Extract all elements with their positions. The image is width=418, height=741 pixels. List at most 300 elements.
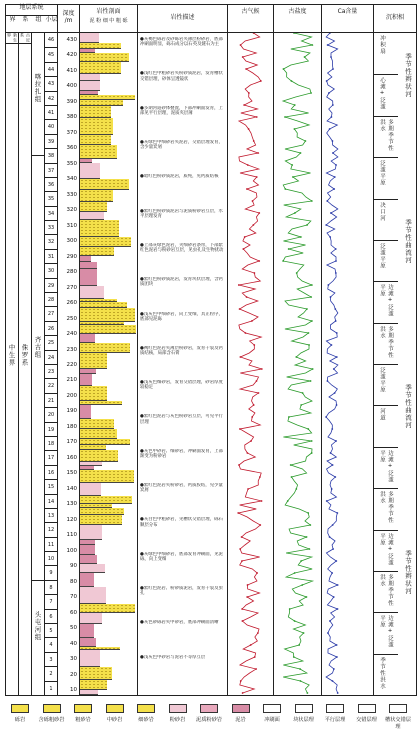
layer-band — [45, 119, 57, 133]
depth-tick-label: 130 — [66, 501, 77, 508]
sal-point — [294, 212, 296, 214]
legend-item — [383, 704, 413, 730]
depth-tick-label: 430 — [66, 37, 77, 43]
interpretation-label: 边滩+泛滥平原 — [379, 615, 393, 649]
layer-band — [45, 652, 57, 666]
litho-mudstone-layer — [80, 545, 95, 555]
legend-item — [163, 704, 193, 723]
depth-tick-label: 110 — [66, 532, 77, 539]
sal-point — [298, 644, 300, 646]
interpretation-label: 边滩+泛滥平原 — [379, 284, 393, 318]
layer-band — [45, 565, 57, 579]
layer-band — [45, 508, 57, 522]
depth-tick-label: 160 — [66, 454, 77, 461]
litho-sandstone-layer — [80, 508, 124, 515]
temp-point — [257, 152, 259, 154]
header-era: 界 — [9, 16, 16, 23]
layer-number: 42 — [47, 95, 55, 102]
layer-number: 36 — [47, 181, 55, 188]
depth-tick-label: 320 — [66, 207, 77, 214]
legend-item — [131, 704, 161, 723]
header-depth — [58, 5, 80, 33]
temp-point — [256, 572, 258, 574]
layer-number: 2 — [49, 671, 53, 678]
litho-siltstone-layer — [80, 587, 106, 604]
litho-siltstone-layer — [80, 81, 100, 92]
sal-point — [306, 596, 308, 598]
sal-point — [295, 356, 297, 358]
legend-label: 块状层理 — [293, 717, 314, 723]
temp-point — [252, 224, 254, 226]
ca-point — [327, 44, 329, 46]
sal-point — [293, 33, 295, 34]
ca-point — [331, 428, 333, 430]
ca-point — [326, 380, 328, 382]
legend-item — [68, 704, 98, 723]
layer-number: 3 — [49, 656, 53, 663]
layer-number: 15 — [47, 484, 55, 491]
temp-point — [261, 368, 263, 370]
temp-point — [256, 380, 258, 382]
layer-number: 40 — [47, 124, 55, 131]
layer-column — [45, 33, 58, 695]
temp-point — [242, 692, 244, 694]
temp-point — [250, 440, 252, 442]
era-main-label: 中生界 — [7, 344, 16, 367]
depth-tick-label: 350 — [66, 160, 77, 167]
temp-point — [251, 320, 253, 322]
ca-point — [329, 620, 331, 622]
interpretation-label: 决口河 — [379, 201, 385, 221]
formation-top-band — [32, 33, 44, 155]
temp-point — [246, 596, 248, 598]
layer-band — [45, 134, 57, 148]
legend-label: 冲刷面 — [264, 717, 280, 723]
depth-tick-label: 170 — [66, 439, 77, 446]
header-rock-desc: 岩性描述 — [138, 5, 228, 33]
ca-point — [331, 488, 333, 490]
legend-label: 泥岩 — [235, 717, 246, 723]
depth-tick-label: 30 — [70, 656, 77, 663]
litho-mudstone-layer — [80, 405, 91, 420]
header-strat-system — [6, 5, 58, 33]
legend-item — [320, 704, 350, 723]
legend-label: 槽状交错层理 — [385, 717, 411, 730]
temp-point — [242, 56, 244, 58]
depth-tick-label: 150 — [66, 470, 77, 477]
litho-sandstone-layer — [80, 202, 107, 211]
rock-description-block: ●灰绿色中细砂岩，底部发育冲刷面，见泥砾，向上变细 — [140, 551, 223, 562]
layer-band — [45, 450, 57, 464]
sal-point — [291, 80, 293, 82]
depth-tick-label: 360 — [66, 145, 77, 152]
depth-tick-label: 400 — [66, 83, 77, 90]
sal-point — [290, 464, 292, 466]
ca-point — [331, 572, 333, 574]
rock-description-block: ●褐红色泥岩夹薄层粉砂岩，发育干裂及钙质结核，局部含石膏 — [140, 345, 223, 357]
header-layer: 小层 — [45, 16, 58, 23]
layer-number: 1 — [49, 685, 53, 692]
ca-point — [332, 104, 334, 106]
sal-point — [300, 680, 302, 682]
litho-mudstone-layer — [80, 374, 92, 386]
layer-number: 19 — [47, 426, 55, 433]
temp-point — [244, 236, 246, 238]
legend-item — [226, 704, 256, 723]
litho-sandstone-layer — [80, 179, 129, 190]
depth-tick-label: 140 — [66, 485, 77, 492]
temp-point — [253, 272, 255, 274]
legend-swatch — [295, 704, 313, 713]
temp-point — [253, 344, 255, 346]
sal-point — [306, 692, 308, 694]
interpretation-band — [374, 116, 398, 157]
ca-point — [332, 548, 334, 550]
sal-point — [294, 128, 296, 130]
system-main-band — [19, 43, 31, 695]
depth-tick-label: 310 — [66, 222, 77, 229]
ca-point — [332, 680, 334, 682]
layer-number: 14 — [47, 498, 55, 505]
layer-band — [45, 191, 57, 205]
sal-point — [311, 200, 313, 202]
interpretation-label: 边滩+泛滥平原 — [379, 449, 393, 483]
temp-point — [260, 80, 262, 82]
layer-number: 17 — [47, 455, 55, 462]
layer-number: 21 — [47, 397, 55, 404]
legend-swatch — [200, 704, 218, 713]
litho-siltstone-layer — [80, 483, 101, 496]
layer-number: 46 — [47, 37, 55, 43]
depth-tick-label: 230 — [66, 346, 77, 353]
rock-description-block: ●浅灰色细砂岩，发育交错层理，砂岩厚度较稳定 — [140, 380, 223, 391]
sal-point — [287, 500, 289, 502]
depth-tick-label: 60 — [70, 609, 77, 616]
layer-number: 30 — [47, 268, 55, 275]
header-paleo-salinity: 古盐度 — [274, 5, 322, 33]
depth-tick-label: 420 — [66, 52, 77, 59]
sal-point — [282, 260, 284, 262]
interpretation-column — [374, 33, 416, 695]
litho-sandstone-layer — [80, 429, 117, 439]
layer-band — [45, 436, 57, 450]
sal-point — [307, 512, 309, 514]
sal-point — [310, 92, 312, 94]
temp-point — [253, 140, 255, 142]
ca-point — [326, 200, 328, 202]
legend-swatch — [232, 704, 250, 713]
sal-point — [300, 152, 302, 154]
system-main-label: 侏罗系 — [20, 344, 29, 367]
temp-point — [238, 464, 240, 466]
formation-mid-label: 齐古组 — [33, 336, 42, 359]
sal-point — [296, 272, 298, 274]
interpretation-band — [374, 612, 398, 653]
layer-number: 33 — [47, 225, 55, 232]
ca-point — [334, 176, 336, 178]
legend — [5, 704, 415, 736]
interpretation-label: 多期季节性洪水 — [379, 491, 393, 524]
temp-point — [250, 644, 252, 646]
litho-sandstone-layer — [80, 604, 135, 613]
layer-number: 25 — [47, 340, 55, 347]
ca-point — [333, 188, 335, 190]
paleo-salinity-curve — [274, 33, 322, 695]
interpretation-band — [374, 654, 398, 695]
sal-point — [304, 56, 306, 58]
layer-band — [45, 609, 57, 623]
legend-swatch — [74, 704, 92, 713]
ca-point — [336, 656, 338, 658]
depth-tick-label: 40 — [70, 640, 77, 647]
sal-point — [307, 428, 309, 430]
rock-description-block: ●紫红色粉砂质泥岩，发育块状层理，含钙质团块 — [140, 277, 223, 288]
depth-tick-label: 370 — [66, 129, 77, 136]
layer-band — [45, 637, 57, 651]
legend-label: 平行层理 — [324, 717, 346, 723]
litho-mudstone-layer — [80, 638, 96, 647]
layer-band — [45, 666, 57, 680]
sal-point — [300, 236, 302, 238]
system-top-label: 古近系 — [20, 33, 31, 43]
layer-number: 32 — [47, 239, 55, 246]
ca-point — [332, 140, 334, 142]
ca-point — [335, 320, 337, 322]
litho-sandstone-layer — [80, 386, 107, 401]
temp-point — [239, 548, 241, 550]
layer-number: 10 — [47, 556, 55, 563]
depth-tick-label: 250 — [66, 315, 77, 322]
interpretation-band — [374, 530, 398, 571]
ca-point — [335, 272, 337, 274]
interpretation-band — [374, 323, 398, 364]
litho-sandstone-layer — [80, 190, 113, 202]
interpretation-band — [374, 33, 398, 74]
sal-point — [299, 668, 301, 670]
ca-point — [332, 68, 334, 70]
litho-sandstone-layer — [80, 419, 114, 429]
litho-sandstone-layer — [80, 308, 135, 321]
system-column — [19, 33, 32, 695]
formation-column — [32, 33, 45, 695]
layer-band — [45, 148, 57, 162]
layer-number: 4 — [49, 642, 53, 649]
era-column — [6, 33, 19, 695]
interpretation-label: 边滩+泛滥平原 — [379, 532, 393, 566]
legend-label: 粉砂岩 — [169, 717, 186, 723]
temp-point — [255, 668, 257, 670]
sal-point — [306, 308, 308, 310]
litho-mudstone-layer — [80, 262, 97, 269]
litho-sandstone-layer — [80, 325, 136, 334]
layer-number: 37 — [47, 167, 55, 174]
sal-point — [308, 332, 310, 334]
temp-point — [259, 476, 261, 478]
layer-number: 11 — [47, 541, 55, 548]
depth-tick-label: 280 — [66, 269, 77, 276]
temp-point — [240, 680, 242, 682]
rock-description-block: ●灰白色中粗砂岩，见槽状交错层理，砾石顺层分布 — [140, 517, 223, 528]
layer-band — [45, 407, 57, 421]
lithology-column — [80, 33, 138, 695]
interpretation-band — [374, 240, 398, 281]
litho-siltstone-layer — [80, 525, 102, 541]
litho-mudstone-layer — [80, 334, 95, 343]
sal-point — [311, 452, 313, 454]
layer-number: 5 — [49, 628, 53, 635]
interpretation-band — [374, 405, 398, 446]
temp-point — [248, 128, 250, 130]
formation-top-label: 喀拉扎组 — [33, 73, 42, 103]
sal-point — [311, 44, 313, 46]
temp-point — [237, 512, 239, 514]
litho-sandstone-layer — [80, 353, 107, 369]
interpretation-label: 多期季节性洪水 — [379, 118, 393, 152]
ca-curve-column — [322, 33, 374, 695]
litho-siltstone-layer — [80, 286, 104, 299]
depth-tick-label: 20 — [70, 671, 77, 678]
legend-swatch — [169, 704, 187, 713]
ca-point — [329, 128, 331, 130]
rock-description-block: ●灰绿色中细砂岩夹泥岩，交错层理发育，含少量炭屑 — [140, 139, 223, 151]
ca-point — [335, 164, 337, 166]
litho-mudstone-layer — [80, 269, 97, 286]
temp-point — [252, 200, 254, 202]
interpretation-band — [374, 447, 398, 488]
temp-point — [241, 536, 243, 538]
ca-point — [336, 332, 338, 334]
legend-swatch — [11, 704, 29, 713]
depth-tick-label: 120 — [66, 516, 77, 523]
ca-point — [326, 80, 328, 82]
litho-sandstone-layer — [80, 145, 117, 159]
ca-point — [330, 56, 332, 58]
layer-band — [45, 263, 57, 277]
litho-sandstone-layer — [80, 667, 112, 679]
interpretation-band — [374, 199, 398, 240]
litho-sandstone-layer — [80, 496, 132, 504]
ca-point — [325, 416, 327, 418]
layer-number: 31 — [47, 253, 55, 260]
litho-sandstone-layer — [80, 470, 134, 483]
depth-tick-label: 90 — [70, 563, 77, 570]
layer-number: 24 — [47, 354, 55, 361]
legend-swatch — [106, 704, 124, 713]
sal-point — [306, 224, 308, 226]
layer-band — [45, 249, 57, 263]
layer-number: 41 — [47, 109, 55, 116]
ca-point — [336, 404, 338, 406]
temp-point — [238, 284, 240, 286]
layer-number: 8 — [49, 584, 53, 591]
layer-band — [45, 479, 57, 493]
temp-point — [246, 452, 248, 454]
interpretation-label: 心滩+泛滥 — [379, 77, 385, 111]
header-strat-system-label: 地层系统 — [6, 5, 57, 16]
sal-point — [291, 476, 293, 478]
sal-point — [300, 560, 302, 562]
header-litho — [80, 5, 138, 33]
temp-point — [256, 116, 258, 118]
legend-swatch — [326, 704, 344, 713]
sal-point — [311, 284, 313, 286]
legend-swatch — [389, 704, 407, 713]
ca-point — [335, 440, 337, 442]
sal-point — [294, 620, 296, 622]
sal-point — [292, 176, 294, 178]
temp-point — [240, 356, 242, 358]
formation-low-band — [32, 580, 44, 695]
temp-point — [241, 608, 243, 610]
rock-description-block: ●紫红色泥岩夹粉砂岩，钙质胶结，见少量炭屑 — [140, 483, 223, 494]
depth-tick-label: 10 — [70, 687, 77, 693]
layer-number: 28 — [47, 297, 55, 304]
interpretation-label: 季节性洪水 — [379, 656, 385, 690]
interpretation-label: 多期季节性洪水 — [379, 325, 393, 359]
sal-point — [294, 104, 296, 106]
temp-point — [242, 248, 244, 250]
layer-band — [45, 393, 57, 407]
ca-point — [327, 284, 329, 286]
legend-swatch — [137, 704, 155, 713]
legend-label: 泥质粉砂岩 — [196, 717, 222, 723]
header-depth-label: 深度 /m — [62, 10, 75, 24]
litho-sandstone-layer — [80, 515, 122, 524]
temp-point — [239, 428, 241, 430]
layer-band — [45, 278, 57, 292]
depth-tick-label: 390 — [66, 98, 77, 105]
temp-point — [253, 404, 255, 406]
ca-point — [337, 584, 339, 586]
layer-number: 16 — [47, 469, 55, 476]
interpretation-band — [374, 157, 398, 198]
header-litho-grain: 泥 粉 细 中 粗 砾 — [89, 17, 128, 24]
sal-point — [312, 368, 314, 370]
temp-point — [248, 92, 250, 94]
ca-point — [330, 296, 332, 298]
temp-point — [245, 68, 247, 70]
ca-point — [332, 464, 334, 466]
sal-point — [293, 656, 295, 658]
ca-point — [336, 644, 338, 646]
depth-tick-label: 240 — [66, 331, 77, 338]
litho-sandstone-layer — [80, 106, 111, 118]
temp-point — [243, 104, 245, 106]
litho-sandstone-layer — [80, 450, 118, 462]
layer-number: 27 — [47, 311, 55, 318]
layer-number: 35 — [47, 196, 55, 203]
depth-tick-label: 50 — [70, 625, 77, 632]
temp-point — [258, 260, 260, 262]
layer-number: 9 — [49, 570, 53, 577]
interpretation-band — [374, 281, 398, 322]
ca-point — [335, 560, 337, 562]
sal-point — [300, 404, 302, 406]
sal-point — [283, 68, 285, 70]
sal-point — [302, 392, 304, 394]
sal-point — [288, 248, 290, 250]
temp-point — [259, 524, 261, 526]
interpretation-band — [374, 571, 398, 612]
legend-label: 细砂岩 — [138, 717, 154, 723]
ca-point — [335, 248, 337, 250]
era-top-label: 新生界 — [7, 33, 18, 43]
sal-point — [308, 548, 310, 550]
temp-line — [238, 33, 262, 693]
ca-point — [333, 368, 335, 370]
sal-point — [310, 380, 312, 382]
legend-swatch — [263, 704, 281, 713]
